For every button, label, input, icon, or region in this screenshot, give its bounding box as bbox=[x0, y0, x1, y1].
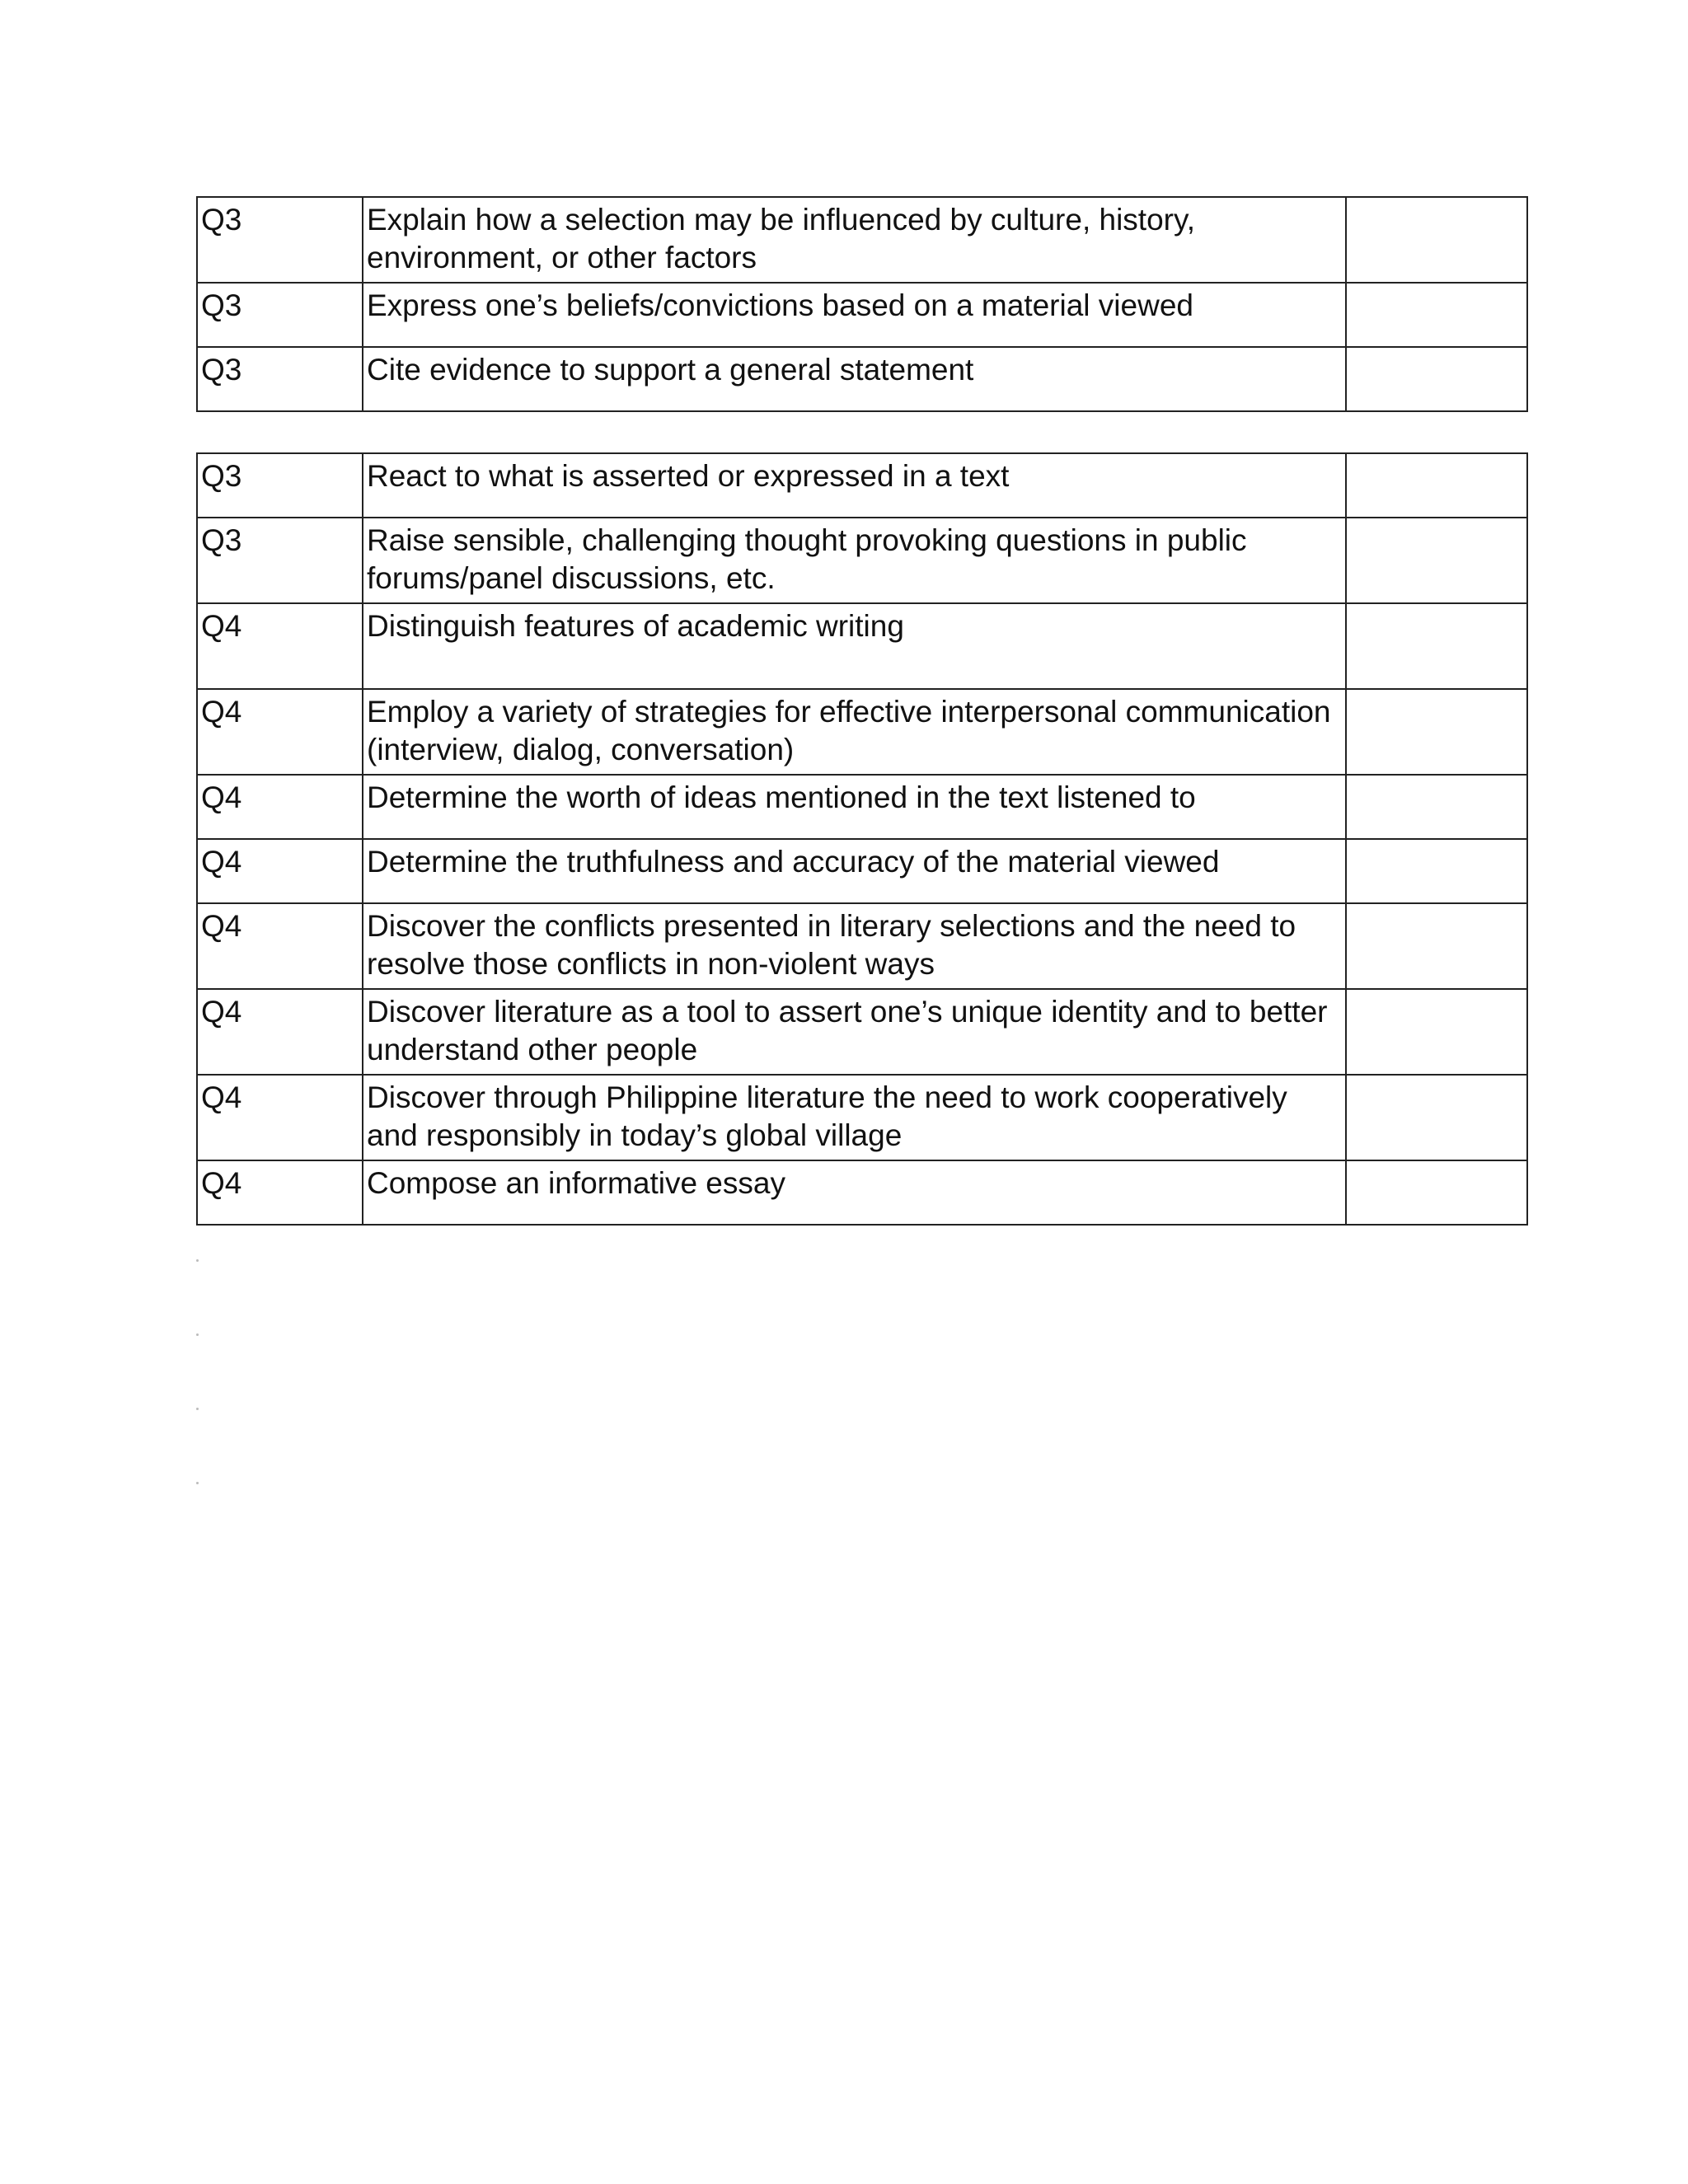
quarter-cell: Q4 bbox=[197, 839, 363, 903]
quarter-cell: Q4 bbox=[197, 603, 363, 689]
table-row bbox=[197, 347, 1527, 411]
remark-cell bbox=[1346, 603, 1527, 689]
competency-table-1 bbox=[196, 196, 1528, 412]
remark-cell bbox=[1346, 283, 1527, 347]
table-row bbox=[197, 518, 1527, 603]
quarter-cell: Q4 bbox=[197, 903, 363, 989]
competency-cell: Discover through Philippine literature the need to work cooperatively and responsibly in today’s global village bbox=[363, 1075, 1346, 1160]
quarter-cell: Q3 bbox=[197, 518, 363, 603]
empty-paragraph-mark bbox=[196, 1333, 199, 1336]
remark-cell bbox=[1346, 989, 1527, 1075]
remark-cell bbox=[1346, 518, 1527, 603]
competency-cell: Determine the worth of ideas mentioned in the text listened to bbox=[363, 775, 1346, 839]
table-row bbox=[197, 197, 1527, 283]
competency-cell: Employ a variety of strategies for effective interpersonal communication (interview, dialog, conversation) bbox=[363, 689, 1346, 775]
remark-cell bbox=[1346, 839, 1527, 903]
table-row bbox=[197, 689, 1527, 775]
remark-cell bbox=[1346, 1160, 1527, 1225]
remark-cell bbox=[1346, 689, 1527, 775]
competency-cell: Explain how a selection may be influenced by culture, history, environment, or other factors bbox=[363, 197, 1346, 283]
competency-cell: Raise sensible, challenging thought provoking questions in public forums/panel discussions, etc. bbox=[363, 518, 1346, 603]
remark-cell bbox=[1346, 197, 1527, 283]
quarter-cell: Q4 bbox=[197, 1075, 363, 1160]
empty-paragraph-mark bbox=[196, 1259, 199, 1262]
quarter-cell: Q3 bbox=[197, 453, 363, 518]
empty-paragraph-mark bbox=[196, 1408, 199, 1410]
table-row bbox=[197, 775, 1527, 839]
competency-cell: React to what is asserted or expressed in a text bbox=[363, 453, 1346, 518]
remark-cell bbox=[1346, 347, 1527, 411]
competency-cell: Cite evidence to support a general statement bbox=[363, 347, 1346, 411]
table-row bbox=[197, 989, 1527, 1075]
remark-cell bbox=[1346, 903, 1527, 989]
competency-cell: Discover literature as a tool to assert one’s unique identity and to better understand other people bbox=[363, 989, 1346, 1075]
empty-paragraph-mark bbox=[196, 1482, 199, 1484]
table-row bbox=[197, 283, 1527, 347]
table-row bbox=[197, 453, 1527, 518]
table-row bbox=[197, 1160, 1527, 1225]
quarter-cell: Q4 bbox=[197, 989, 363, 1075]
quarter-cell: Q3 bbox=[197, 283, 363, 347]
table-row bbox=[197, 1075, 1527, 1160]
competency-cell: Express one’s beliefs/convictions based on a material viewed bbox=[363, 283, 1346, 347]
competency-cell: Discover the conflicts presented in literary selections and the need to resolve those conflicts in non-violent ways bbox=[363, 903, 1346, 989]
quarter-cell: Q3 bbox=[197, 347, 363, 411]
competency-cell: Determine the truthfulness and accuracy of the material viewed bbox=[363, 839, 1346, 903]
quarter-cell: Q3 bbox=[197, 197, 363, 283]
remark-cell bbox=[1346, 775, 1527, 839]
table-row bbox=[197, 839, 1527, 903]
competency-table-2 bbox=[196, 452, 1528, 1226]
quarter-cell: Q4 bbox=[197, 689, 363, 775]
quarter-cell: Q4 bbox=[197, 1160, 363, 1225]
quarter-cell: Q4 bbox=[197, 775, 363, 839]
competency-cell: Distinguish features of academic writing bbox=[363, 603, 1346, 689]
remark-cell bbox=[1346, 1075, 1527, 1160]
table-row bbox=[197, 603, 1527, 689]
remark-cell bbox=[1346, 453, 1527, 518]
table-row bbox=[197, 903, 1527, 989]
competency-cell: Compose an informative essay bbox=[363, 1160, 1346, 1225]
